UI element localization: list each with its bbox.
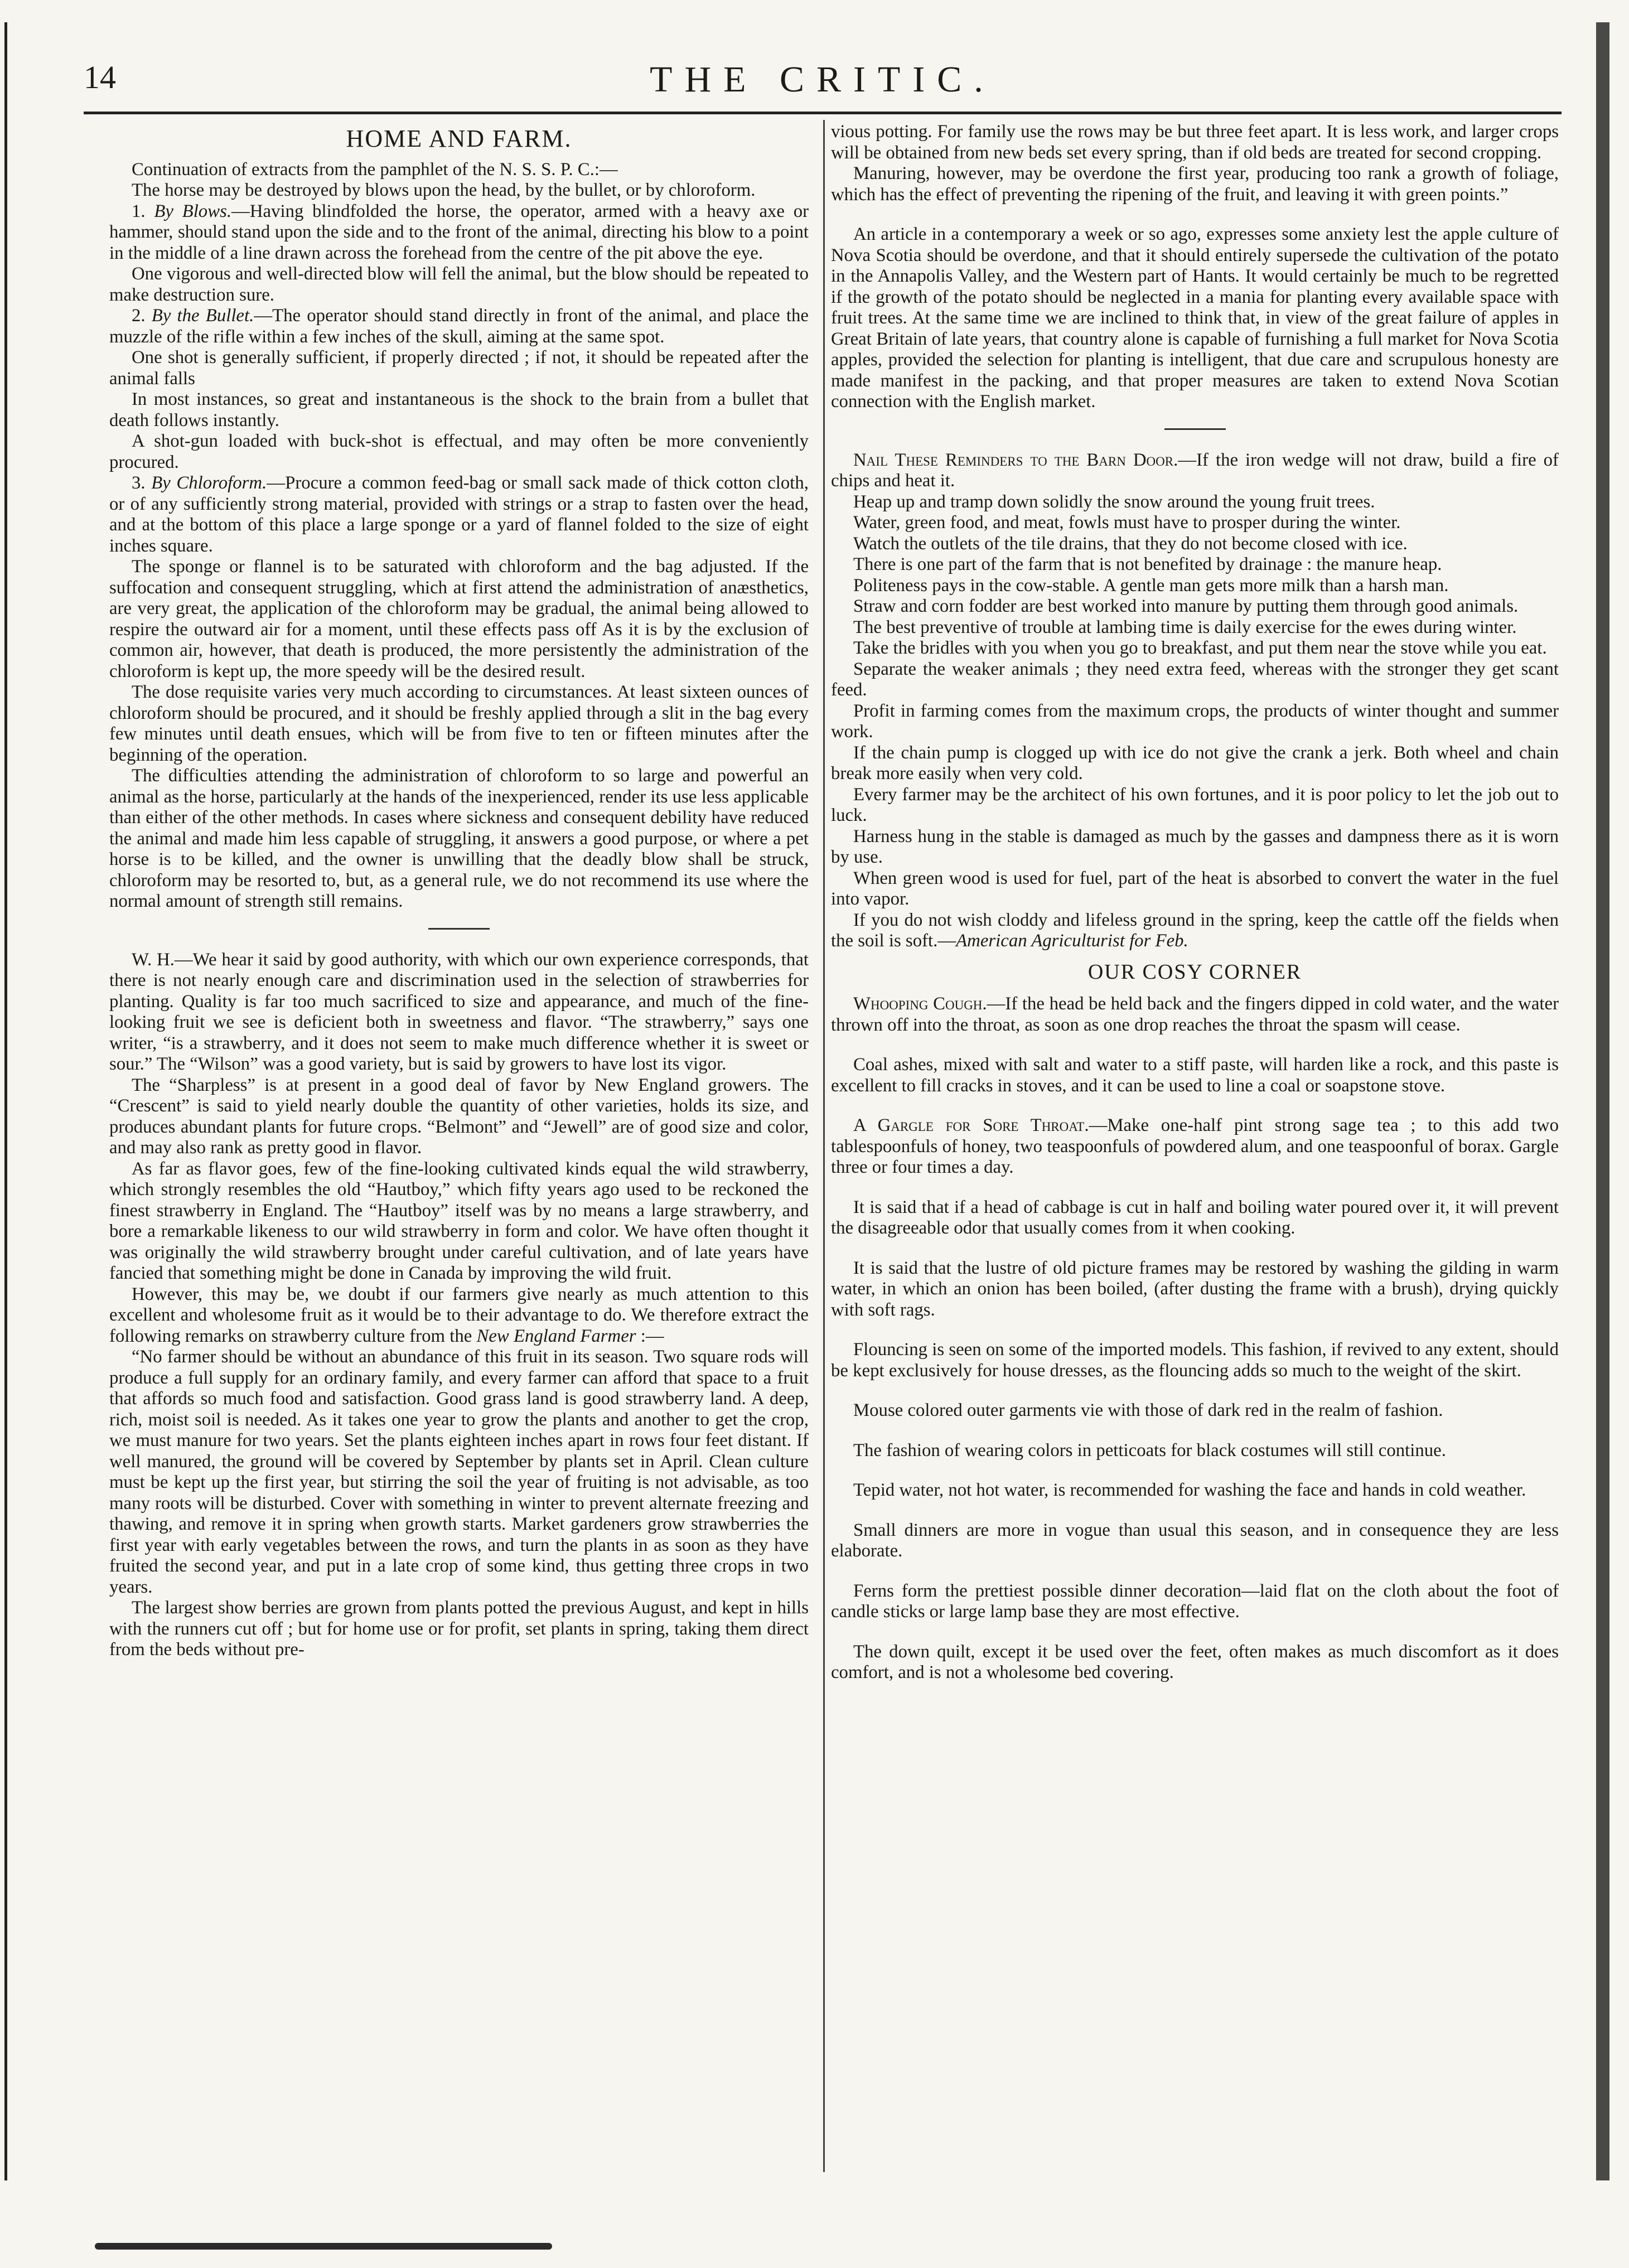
paragraph-text: —Procure a common feed-bag or small sack made of thick cotton cloth, or of any sufficiently strong material, provided with strings or a strap to fasten over the head, and at the bottom of this place a large sponge or a yard of flannel folded to the size of eight inches square. <box>109 473 809 556</box>
run-in-heading: Nail These Reminders to the Barn Door. <box>853 449 1178 470</box>
paragraph: One vigorous and well-directed blow will fell the animal, but the blow should be repeated to make destruction sure. <box>109 264 809 305</box>
paragraph: The dose requisite varies very much according to circumstances. At least sixteen ounces of chloroform should be procured, and it should be freshly applied through a slit in the bag every few minutes until death ensues, which will be from five to ten or fifteen minutes after the beginning of the operation. <box>109 682 809 765</box>
paragraph: Flouncing is seen on some of the imported models. This fashion, if revived to any extent, should be kept exclusively for house dresses, as the flouncing adds so much to the weight of the skirt. <box>831 1339 1559 1381</box>
bottom-ink-mark <box>95 2243 552 2250</box>
paragraph <box>831 1115 1559 1178</box>
item-number: 2. <box>132 306 146 326</box>
section-divider <box>428 928 490 930</box>
paragraph: Mouse colored outer garments vie with those of dark red in the realm of fashion. <box>853 1400 1443 1420</box>
binding-edge <box>4 22 7 2180</box>
paragraph: Continuation of extracts from the pamphlet of the N. S. S. P. C.:— <box>132 159 618 180</box>
list-item: Harness hung in the stable is damaged as much by the gasses and dampness there as it is worn by use. <box>831 826 1559 867</box>
list-item <box>831 910 1559 952</box>
list-item: Every farmer may be the architect of his own fortunes, and it is poor policy to let the job out to luck. <box>831 784 1559 825</box>
paragraph: The “Sharpless” is at present in a good deal of favor by New England growers. The “Crescent” is said to yield nearly double the quantity of other varieties, holds its size, and produces abundant plants for future crops. “Belmont” and “Jewell” are of good size and color, and may also rank as pretty good in flavor. <box>109 1075 809 1158</box>
paragraph-text: —The operator should stand directly in front of the animal, and place the muzzle of the rifle within a few inches of the skull, aiming at the same spot. <box>109 306 809 347</box>
list-item: Politeness pays in the cow-stable. A gentle man gets more milk than a harsh man. <box>853 575 1449 596</box>
header-rule <box>84 112 1562 114</box>
paragraph: It is said that if a head of cabbage is cut in half and boiling water poured over it, it will prevent the disagreeable odor that usually comes from it when cooking. <box>831 1197 1559 1238</box>
item-number: 1. <box>132 201 146 221</box>
run-in-heading: By the Bullet. <box>151 306 254 326</box>
list-item: The best preventive of trouble at lambing time is daily exercise for the ewes during winter. <box>853 617 1517 637</box>
run-in-heading: By Chloroform. <box>151 473 267 493</box>
list-item: Watch the outlets of the tile drains, that they do not become closed with ice. <box>853 533 1408 554</box>
paragraph <box>831 450 1559 492</box>
page-number: 14 <box>84 59 116 95</box>
paragraph: W. H.—We hear it said by good authority, with which our own experience corresponds, that there is not nearly enough care and discrimination used in the selection of strawberries for planting. Quality is far too much sacrificed to size and appearance, and much of the fine-looking fruit we see is deficient both in sweetness and flavor. “The strawberry,” says one writer, “is a strawberry, and it does not seem to make much difference whether it is sweet or sour.” The “Wilson” was a good variety, but is said by growers to have lost its vigor. <box>109 949 809 1074</box>
paragraph: It is said that the lustre of old picture frames may be restored by washing the gilding in warm water, in which an onion has been boiled, (after dusting the frame with a brush), drying quickly with soft rags. <box>831 1258 1559 1320</box>
left-column <box>109 122 809 2179</box>
list-item: Water, green food, and meat, fowls must have to prosper during the winter. <box>853 512 1401 533</box>
paragraph-text: —If the iron wedge will not draw, build a fire of chips and heat it. <box>831 449 1559 491</box>
paragraph: An article in a contemporary a week or so ago, expresses some anxiety lest the apple culture of Nova Scotia should be overdone, and that it should entirely supersede the cultivation of the potato in the Annapolis Valley, and the Western part of Hants. It would certainly be much to be regretted if the growth of the potato should be neglected in a mania for planting every available space with fruit trees. At the same time we are inclined to think that, in view of the great failure of apples in Great Britain of late years, that country alone is capable of furnishing a full market for Nova Scotia apples, provided the selection for planting is intelligent, that due care and scrupulous honesty are made manifest in the packing, and that proper measures are taken to extend Nova Scotian connection with the English market. <box>831 224 1559 412</box>
right-column <box>831 122 1559 2179</box>
paragraph: “No farmer should be without an abundance of this fruit in its season. Two square rods will produce a full supply for an ordinary family, and every farmer can afford that space to a fruit that affords so much food and satisfaction. Good grass land is good strawberry land. A deep, rich, moist soil is needed. As it takes one year to grow the plants and another to get the crop, we must manure for two years. Set the plants eighteen inches apart in rows four feet distant. If well manured, the ground will be covered by September by plants set in April. Clean culture must be kept up the first year, but stirring the soil the year of fruiting is not advisable, as too many roots will be disturbed. Cover with something in winter to prevent alternate freezing and thawing, and remove it in spring when growth starts. Market gardeners grow strawberries the first year with early vegetables between the rows, and turn the plants in as soon as they have fruited the second year, and put in a late crop of some kind, thus getting three crops in two years. <box>109 1347 809 1597</box>
column-divider <box>823 120 825 2172</box>
item-number: 3. <box>132 473 146 493</box>
page-header <box>84 59 1562 109</box>
source-title: New England Farmer <box>476 1326 636 1346</box>
list-item: There is one part of the farm that is not benefited by drainage : the manure heap. <box>853 554 1442 574</box>
list-item: Heap up and tramp down solidly the snow around the young fruit trees. <box>853 491 1375 512</box>
paragraph <box>109 1284 809 1347</box>
paragraph-text: —Having blindfolded the horse, the operator, armed with a heavy axe or hammer, should stand upon the side and to the front of the animal, directing his blow to a point in the middle of a line drawn across the forehead from the centre of the pit above the eye. <box>109 201 809 263</box>
paragraph <box>109 306 809 347</box>
paragraph: The fashion of wearing colors in petticoats for black costumes will still continue. <box>853 1440 1446 1461</box>
scan-edge-shadow <box>1596 22 1609 2180</box>
paragraph: Tepid water, not hot water, is recommended for washing the face and hands in cold weather. <box>853 1480 1526 1500</box>
paragraph-text: —If the head be held back and the fingers dipped in cold water, and the water thrown off into the throat, as soon as one drop reaches the throat the spasm will cease. <box>831 994 1559 1035</box>
run-in-heading: By Blows. <box>154 201 232 221</box>
paragraph: As far as flavor goes, few of the fine-looking cultivated kinds equal the wild strawberry, which strongly resembles the old “Hautboy,” which fifty years ago used to be reckoned the finest strawberry in England. The “Hautboy” itself was by no means a large strawberry, and bore a remarkable likeness to our wild strawberry in form and color. We have often thought it was originally the wild strawberry brought under careful cultivation, and of late years have fancied that something might be done in Canada by improving the wild fruit. <box>109 1158 809 1283</box>
section-divider <box>1164 428 1226 430</box>
list-item: If the chain pump is clogged up with ice do not give the crank a jerk. Both wheel and chain break more easily when very cold. <box>831 742 1559 784</box>
paragraph <box>109 201 809 264</box>
list-item: Separate the weaker animals ; they need extra feed, whereas with the stronger they get scant feed. <box>831 659 1559 700</box>
paragraph: Manuring, however, may be overdone the first year, producing too rank a growth of foliage, which has the effect of preventing the ripening of the fruit, and leaving it with green points.” <box>831 163 1559 205</box>
paragraph: A shot-gun loaded with buck-shot is effectual, and may often be more conveniently procured. <box>109 431 809 472</box>
paragraph: One shot is generally sufficient, if properly directed ; if not, it should be repeated after the animal falls <box>109 347 809 389</box>
paragraph: Ferns form the prettiest possible dinner decoration—laid flat on the cloth about the foot of candle sticks or large lamp base they are most effective. <box>831 1580 1559 1622</box>
run-in-heading: Whooping Cough. <box>853 994 987 1014</box>
paragraph: Small dinners are more in vogue than usual this season, and in consequence they are less elaborate. <box>831 1520 1559 1561</box>
list-item: When green wood is used for fuel, part of the heat is absorbed to convert the water in the fuel into vapor. <box>831 868 1559 909</box>
paragraph-text: However, this may be, we doubt if our farmers give nearly as much attention to this excellent and wholesome fruit as it would be to their advantage to do. We therefore extract the following remarks on strawberry culture from the <box>109 1284 809 1346</box>
paragraph-text: :— <box>636 1326 664 1346</box>
paragraph: The horse may be destroyed by blows upon the head, by the bullet, or by chloroform. <box>132 180 756 200</box>
paragraph: The largest show berries are grown from plants potted the previous August, and kept in hills with the runners cut off ; but for home use or for profit, set plants in spring, taking them direct from the beds without pre- <box>109 1598 809 1660</box>
list-item: Profit in farming comes from the maximum crops, the products of winter thought and summer work. <box>831 700 1559 742</box>
list-item: Straw and corn fodder are best worked into manure by putting them through good animals. <box>853 596 1519 616</box>
paragraph: Coal ashes, mixed with salt and water to a stiff paste, will harden like a rock, and this paste is excellent to fill cracks in stoves, and it can be used to line a coal or soapstone stove. <box>831 1055 1559 1096</box>
run-in-heading: A Gargle for Sore Throat. <box>853 1115 1089 1135</box>
paragraph <box>831 994 1559 1036</box>
home-and-farm-title: HOME AND FARM. <box>346 125 572 152</box>
paragraph-text: —Make one-half pint strong sage tea ; to this add two tablespoonfuls of honey, two teaspoonfuls of powdered alum, and one teaspoonful of borax. Gargle three or four times a day. <box>831 1115 1559 1177</box>
list-item: Take the bridles with you when you go to breakfast, and put them near the stove while you eat. <box>853 638 1547 658</box>
cosy-corner-title: OUR COSY CORNER <box>1087 960 1302 984</box>
paragraph: In most instances, so great and instantaneous is the shock to the brain from a bullet that death follows instantly. <box>109 389 809 431</box>
paragraph: The difficulties attending the administration of chloroform to so large and powerful an animal as the horse, particularly at the hands of the inexperienced, render its use less applicable than either of the other methods. In cases where sickness and consequent debility have reduced the animal and made him less capable of struggling, it answers a good purpose, or where a pet horse is to be killed, and the owner is unwilling that the deadly blow shall be struck, chloroform may be resorted to, but, as a general rule, we do not recommend its use where the normal amount of strength still remains. <box>109 766 809 911</box>
paragraph: The sponge or flannel is to be saturated with chloroform and the bag adjusted. If the suffocation and consequent struggling, which at first attend the administration of anæsthetics, are very great, the application of the chloroform may be gradual, the animal being allowed to respire the outward air for a moment, until these effects pass off As it is by the exclusion of common air, however, that death is produced, the more persistently the administration of the chloroform is kept up, the more speedy will be the desired result. <box>109 557 809 681</box>
paragraph: The down quilt, except it be used over the feet, often makes as much discomfort as it does comfort, and is not a wholesome bed covering. <box>831 1641 1559 1682</box>
journal-title: THE CRITIC. <box>650 59 995 100</box>
paragraph: vious potting. For family use the rows may be but three feet apart. It is less work, and larger crops will be obtained from new beds set every spring, than if old beds are treated for second cropping. <box>831 122 1559 163</box>
paragraph <box>109 473 809 557</box>
paragraph-text: If you do not wish cloddy and lifeless ground in the spring, keep the cattle off the fields when the soil is soft.— <box>831 910 1559 951</box>
source-title: American Agriculturist for Feb. <box>956 931 1188 951</box>
